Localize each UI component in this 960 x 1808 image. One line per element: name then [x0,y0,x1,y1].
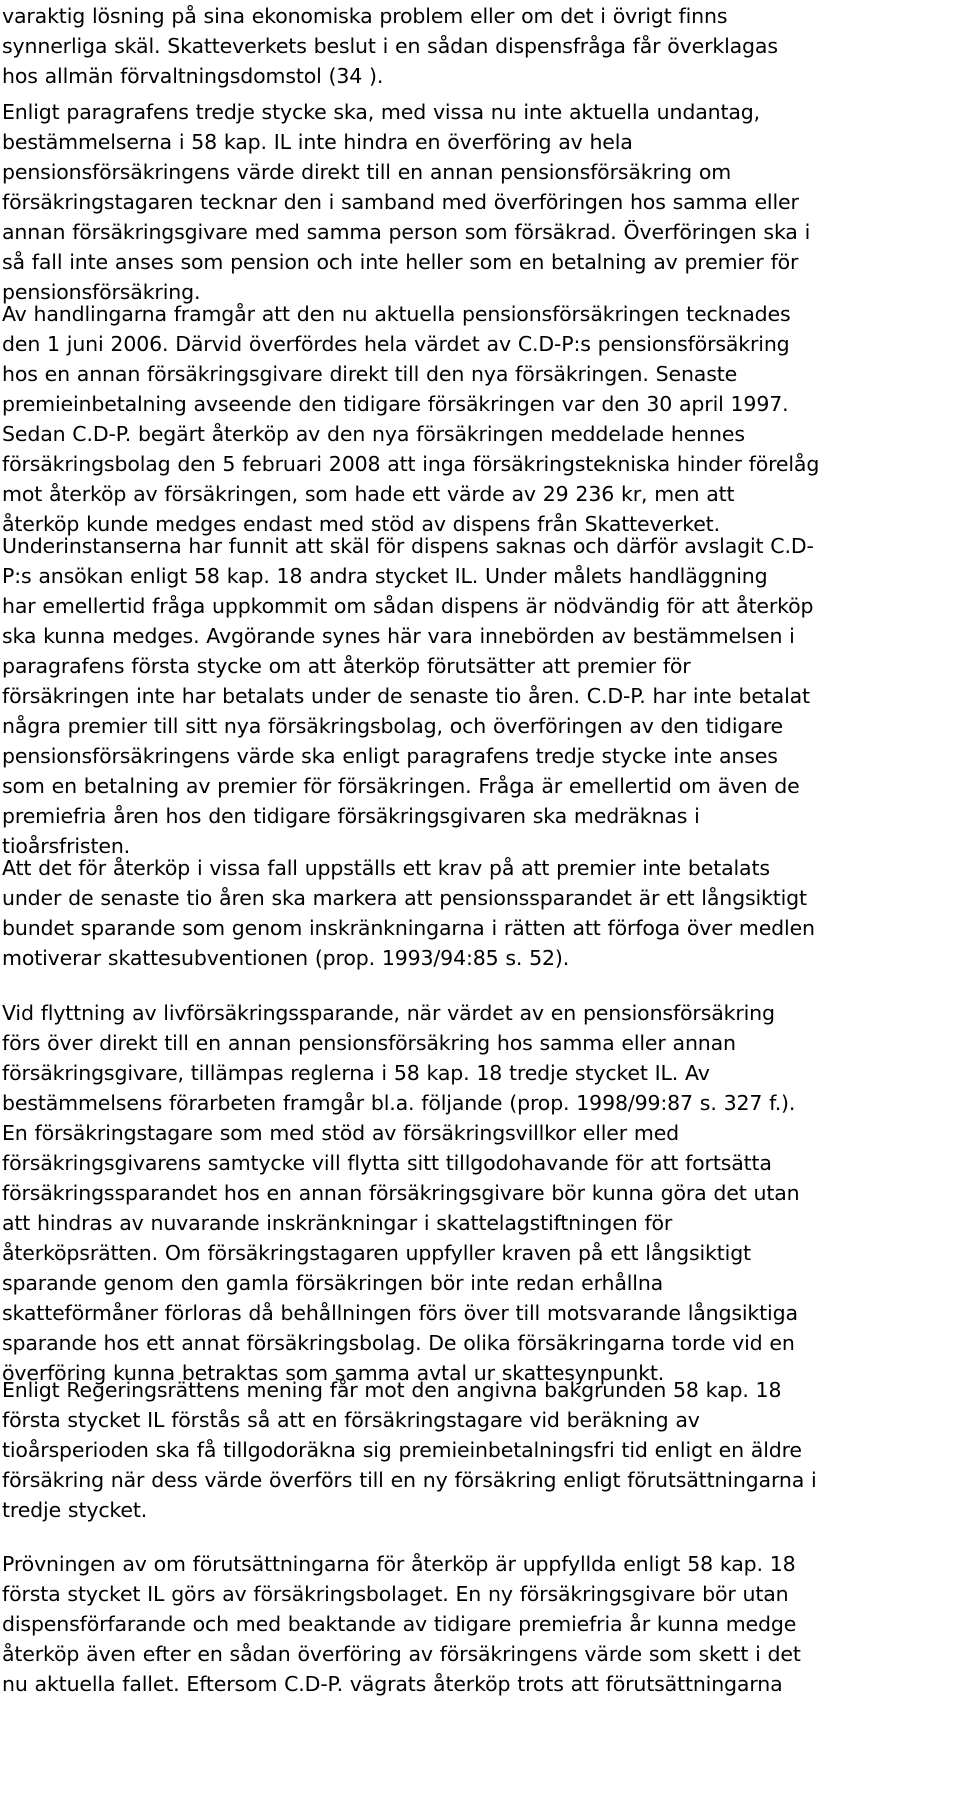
text-line: försäkringsbolag den 5 februari 2008 att inga försäkringstekniska hinder förelåg [2,452,820,476]
text-line: tioårsfristen. [2,834,131,858]
text-line: Sedan C.D-P. begärt återköp av den nya försäkringen meddelade hennes [2,422,745,446]
text-line: tioårsperioden ska få tillgodoräkna sig premieinbetalningsfri tid enligt en äldre [2,1438,802,1462]
text-line: ska kunna medges. Avgörande synes här vara innebörden av bestämmelsen i [2,624,795,648]
text-line: pensionsförsäkringens värde direkt till en annan pensionsförsäkring om [2,160,732,184]
paragraph-5 [2,853,952,973]
text-line: sparande hos ett annat försäkringsbolag. De olika försäkringarna torde vid en [2,1331,795,1355]
text-line: En försäkringstagare som med stöd av försäkringsvillkor eller med [2,1121,680,1145]
text-line: sparande genom den gamla försäkringen bör inte redan erhållna [2,1271,664,1295]
text-line: annan försäkringsgivare med samma person som försäkrad. Överföringen ska i [2,220,811,244]
text-line: Enligt paragrafens tredje stycke ska, med vissa nu inte aktuella undantag, [2,100,760,124]
text-line: försäkringen inte har betalats under de senaste tio åren. C.D-P. har inte betalat [2,684,810,708]
paragraph-7 [2,1375,952,1525]
text-line: tredje stycket. [2,1498,148,1522]
paragraph-8 [2,1549,952,1699]
text-line: försäkring när dess värde överförs till en ny försäkring enligt förutsättningarna i [2,1468,817,1492]
text-line: så fall inte anses som pension och inte heller som en betalning av premier för [2,250,799,274]
text-line: återköp även efter en sådan överföring av försäkringens värde som skett i det [2,1642,801,1666]
text-line: hos en annan försäkringsgivare direkt till den nya försäkringen. Senaste [2,362,738,386]
text-line: nu aktuella fallet. Eftersom C.D-P. vägrats återköp trots att förutsättningarna [2,1672,783,1696]
text-line: hos allmän förvaltningsdomstol (34 ). [2,64,384,88]
paragraph-1 [2,1,952,91]
text-line: Enligt Regeringsrättens mening får mot den angivna bakgrunden 58 kap. 18 [2,1378,782,1402]
text-line: Av handlingarna framgår att den nu aktuella pensionsförsäkringen tecknades [2,302,791,326]
text-line: Vid flyttning av livförsäkringssparande, när värdet av en pensionsförsäkring [2,1001,775,1025]
text-line: försäkringstagaren tecknar den i samband med överföringen hos samma eller [2,190,799,214]
text-line: några premier till sitt nya försäkringsbolag, och överföringen av den tidigare [2,714,783,738]
text-line: skatteförmåner förloras då behållningen förs över till motsvarande långsiktiga [2,1301,798,1325]
text-line: motiverar skattesubventionen (prop. 1993/94:85 s. 52). [2,946,570,970]
paragraph-4 [2,531,952,861]
text-line: paragrafens första stycke om att återköp förutsätter att premier för [2,654,691,678]
text-line: den 1 juni 2006. Därvid överfördes hela värdet av C.D-P:s pensionsförsäkring [2,332,790,356]
text-line: försäkringssparandet hos en annan försäkringsgivare bör kunna göra det utan [2,1181,800,1205]
text-line: pensionsförsäkring. [2,280,201,304]
text-line: under de senaste tio åren ska markera att pensionssparandet är ett långsiktigt [2,886,807,910]
text-line: försäkringsgivare, tillämpas reglerna i 58 kap. 18 tredje stycket IL. Av [2,1061,710,1085]
text-line: premiefria åren hos den tidigare försäkringsgivaren ska medräknas i [2,804,700,828]
text-line: att hindras av nuvarande inskränkningar i skattelagstiftningen för [2,1211,673,1235]
text-line: bestämmelserna i 58 kap. IL inte hindra en överföring av hela [2,130,633,154]
text-line: bundet sparande som genom inskränkningarna i rätten att förfoga över medlen [2,916,815,940]
text-line: återköp kunde medges endast med stöd av dispens från Skatteverket. [2,512,720,536]
text-line: bestämmelsens förarbeten framgår bl.a. följande (prop. 1998/99:87 s. 327 f.). [2,1091,796,1115]
text-line: premieinbetalning avseende den tidigare försäkringen var den 30 april 1997. [2,392,789,416]
text-line: synnerliga skäl. Skatteverkets beslut i en sådan dispensfråga får överklagas [2,34,778,58]
text-line: varaktig lösning på sina ekonomiska problem eller om det i övrigt finns [2,4,728,28]
text-line: P:s ansökan enligt 58 kap. 18 andra stycket IL. Under målets handläggning [2,564,768,588]
text-line: mot återköp av försäkringen, som hade ett värde av 29 236 kr, men att [2,482,735,506]
paragraph-2 [2,97,952,307]
text-line: försäkringsgivarens samtycke vill flytta sitt tillgodohavande för att fortsätta [2,1151,772,1175]
text-line: dispensförfarande och med beaktande av tidigare premiefria år kunna medge [2,1612,797,1636]
paragraph-3 [2,299,952,539]
text-line: förs över direkt till en annan pensionsförsäkring hos samma eller annan [2,1031,736,1055]
paragraph-6 [2,998,952,1388]
text-line: som en betalning av premier för försäkringen. Fråga är emellertid om även de [2,774,800,798]
text-line: pensionsförsäkringens värde ska enligt paragrafens tredje stycke inte anses [2,744,778,768]
text-line: återköpsrätten. Om försäkringstagaren uppfyller kraven på ett långsiktigt [2,1241,751,1265]
text-line: första stycket IL görs av försäkringsbolaget. En ny försäkringsgivare bör utan [2,1582,789,1606]
text-line: Underinstanserna har funnit att skäl för dispens saknas och därför avslagit C.D- [2,534,814,558]
text-line: Att det för återköp i vissa fall uppställs ett krav på att premier inte betalats [2,856,770,880]
text-line: första stycket IL förstås så att en försäkringstagare vid beräkning av [2,1408,700,1432]
text-line: Prövningen av om förutsättningarna för återköp är uppfyllda enligt 58 kap. 18 [2,1552,796,1576]
text-line: överföring kunna betraktas som samma avtal ur skattesynpunkt. [2,1361,665,1385]
text-line: har emellertid fråga uppkommit om sådan dispens är nödvändig för att återköp [2,594,814,618]
